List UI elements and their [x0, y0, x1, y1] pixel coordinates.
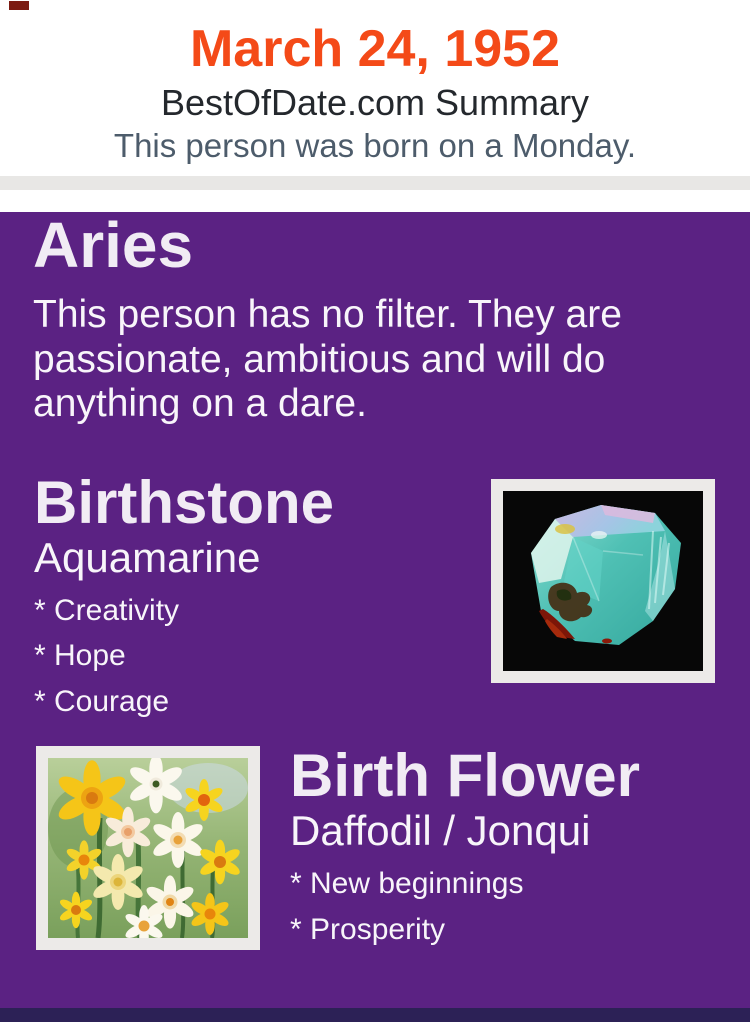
birth-flower-trait: * New beginnings [290, 867, 524, 901]
site-summary: BestOfDate.com Summary [160, 81, 590, 123]
zodiac-description: This person has no filter. They are passionate, ambitious and will do anything on a dare. [33, 293, 622, 426]
page-title-date: March 24, 1952 [189, 20, 561, 78]
header-divider [0, 176, 750, 190]
born-on-weekday: This person was born on a Monday. [113, 126, 637, 164]
birthstone-heading: Birthstone [34, 468, 334, 536]
aquamarine-stone-illustration [503, 491, 703, 671]
birthstone-section [0, 468, 750, 718]
birth-flower-section [0, 742, 750, 950]
birthstone-text-column [34, 468, 491, 718]
birthstone-trait: * Creativity [34, 593, 180, 627]
aquamarine-photo [491, 479, 715, 683]
birth-flower-name: Daffodil / Jonqui [290, 807, 591, 855]
footer-bar [0, 1008, 750, 1022]
zodiac-sign-heading: Aries [33, 209, 194, 281]
birthstone-trait: * Hope [34, 639, 126, 673]
header [0, 0, 750, 176]
birthstone-name: Aquamarine [34, 533, 261, 581]
birth-flower-text-column [290, 742, 750, 946]
birthstone-trait: * Courage [34, 684, 170, 718]
corner-mark [9, 1, 29, 10]
birth-flower-heading: Birth Flower [290, 742, 641, 810]
birth-flower-trait: * Prosperity [290, 912, 446, 946]
daffodil-flowers-illustration [48, 758, 248, 938]
daffodil-photo [36, 746, 260, 950]
summary-card [0, 209, 750, 1022]
